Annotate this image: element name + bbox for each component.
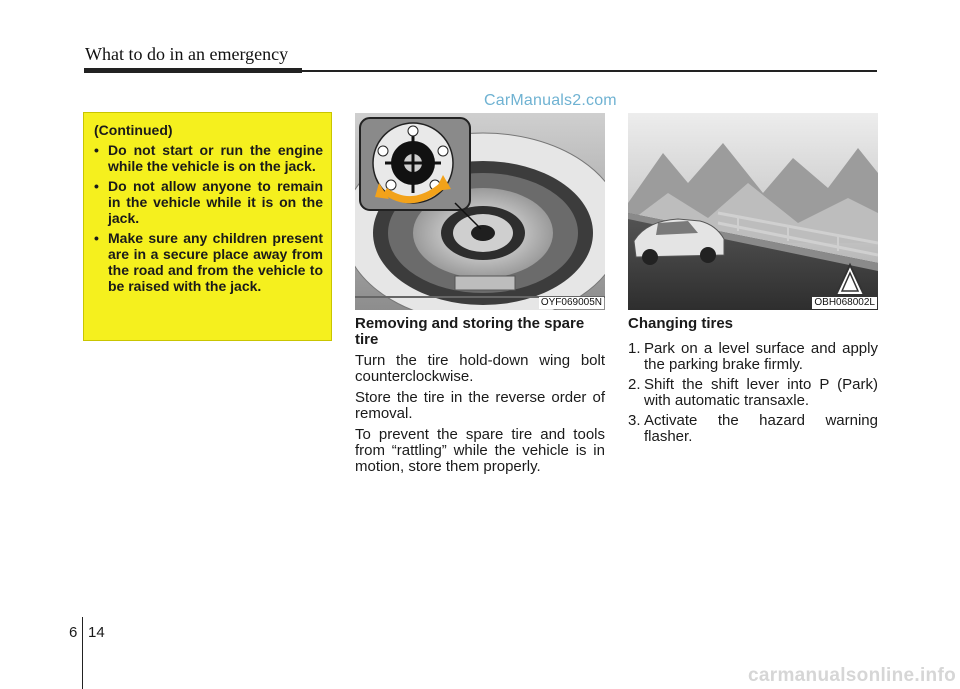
warning-item: • Make sure any children present are in a secure place away from the road and from the vehicle to be raised with the jack. [94,230,323,294]
figure-code: OYF069005N [540,297,602,308]
bullet-icon: • [94,142,99,158]
highway-breakdown-illustration [628,113,878,310]
step-item: 2. Shift the shift lever into P (Park) with automatic transaxle. [628,376,878,409]
warning-list [93,142,323,294]
page-number: 14 [88,624,105,641]
site-watermark: CarManuals2.com [484,92,617,109]
warning-item: • Do not start or run the engine while the vehicle is on the jack. [94,142,323,174]
figure-code: OBH068002L [814,297,875,308]
warning-continued-label: (Continued) [94,122,173,138]
paragraph: Store the tire in the reverse order of removal. [355,389,605,422]
changing-tires-steps [628,341,878,449]
changing-tires-heading: Changing tires [628,315,734,332]
warning-box [83,112,332,341]
spare-tire-heading: Removing and storing the spare tire [355,315,585,348]
paragraph: To prevent the spare tire and tools from “rattling” while the vehicle is in motion, store them properly. [355,426,605,475]
footer-watermark: carmanualsonline.info [748,665,956,686]
page-section-title: What to do in an emergency [85,44,289,64]
footer-divider [82,617,83,689]
bullet-icon: • [94,178,99,194]
warning-item: • Do not allow anyone to remain in the vehicle while it is on the jack. [94,178,323,226]
step-item: 3. Activate the hazard warning flasher. [628,412,878,445]
header-rule [84,68,877,73]
spare-tire-illustration [355,113,605,310]
paragraph: Turn the tire hold-down wing bolt counterclockwise. [355,352,605,385]
step-item: 1. Park on a level surface and apply the parking brake firmly. [628,340,878,373]
bullet-icon: • [94,230,99,246]
chapter-number: 6 [69,624,78,641]
